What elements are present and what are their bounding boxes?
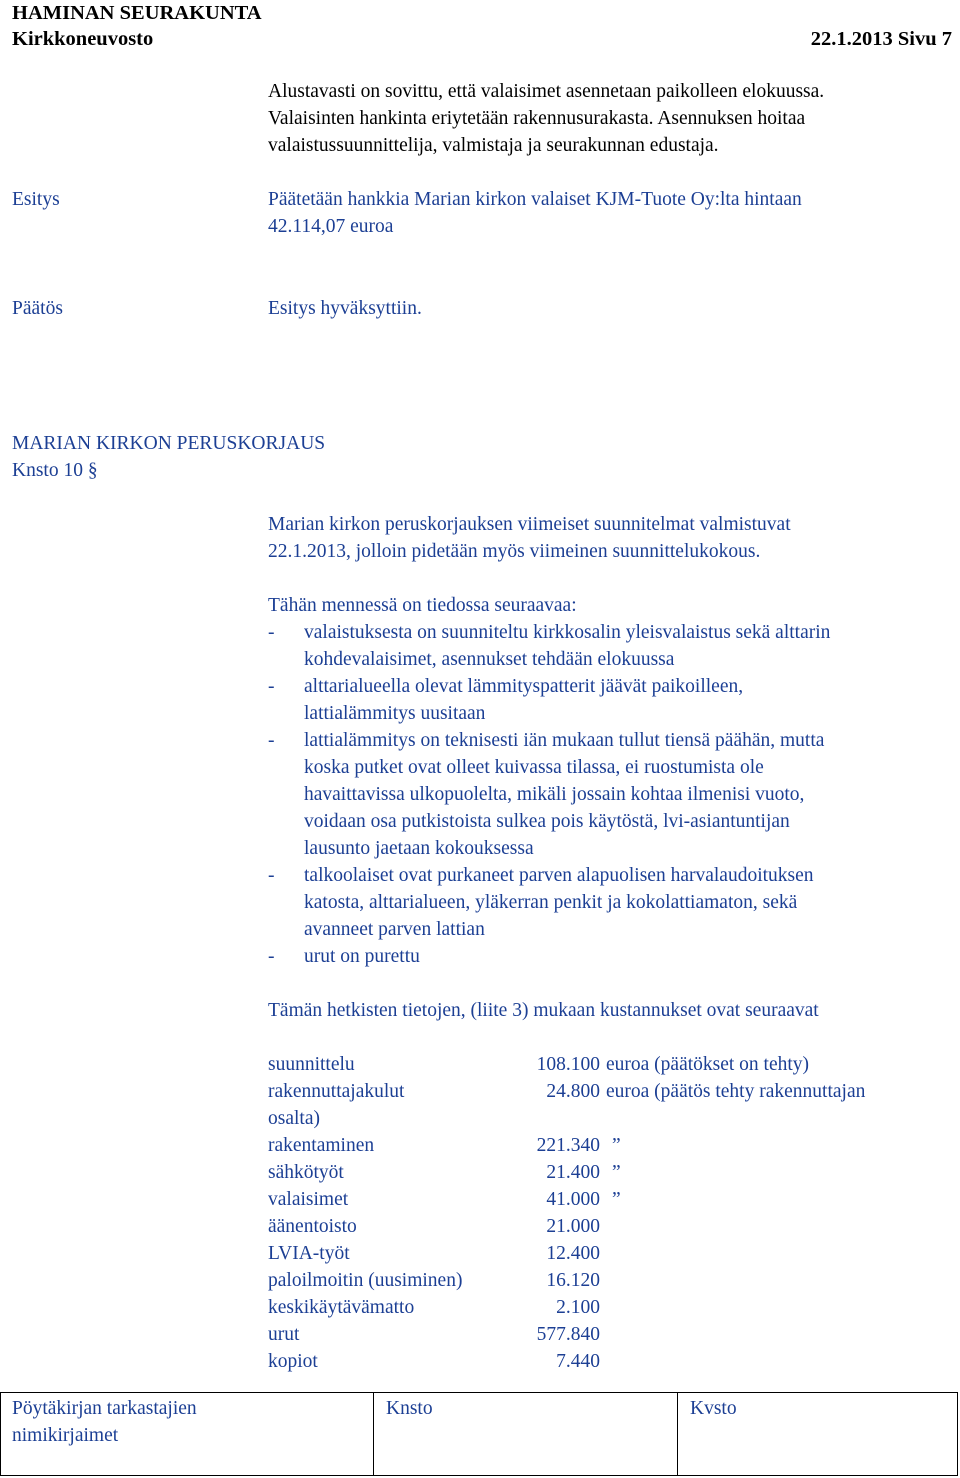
cost-value: 24.800 (546, 1081, 600, 1102)
list-line: avanneet parven lattian (304, 919, 485, 940)
cost-label: sähkötyöt (268, 1162, 344, 1183)
cost-label: osalta) (268, 1108, 320, 1129)
cost-label: kopiot (268, 1351, 318, 1372)
footer-knsto: Knsto (386, 1398, 433, 1419)
footer-label: nimikirjaimet (12, 1425, 119, 1446)
cost-note: ” (612, 1189, 621, 1210)
list-line: urut on purettu (304, 946, 420, 967)
cost-value: 21.400 (546, 1162, 600, 1183)
list-line: havaittavissa ulkopuolelta, mikäli jossain kohtaa ilmenisi vuoto, (304, 784, 805, 805)
list-dash: - (268, 676, 275, 697)
cost-value: 21.000 (546, 1216, 600, 1237)
paatos-text: Esitys hyväksyttiin. (268, 298, 422, 319)
intro-line: valaistussuunnittelija, valmistaja ja seurakunnan edustaja. (268, 135, 719, 156)
list-line: lattialämmitys on teknisesti iän mukaan tullut tiensä päähän, mutta (304, 730, 825, 751)
list-dash: - (268, 865, 275, 886)
cost-value: 577.840 (536, 1324, 600, 1345)
costs-intro: Tämän hetkisten tietojen, (liite 3) mukaan kustannukset ovat seuraavat (268, 1000, 819, 1021)
list-line: talkoolaiset ovat purkaneet parven alapuolisen harvalaudoituksen (304, 865, 814, 886)
list-line: katosta, alttarialueen, yläkerran penkit ja kokolattiamaton, sekä (304, 892, 798, 913)
cost-label: valaisimet (268, 1189, 349, 1210)
cost-note: euroa (päätös tehty rakennuttajan (606, 1081, 866, 1102)
cost-note: ” (612, 1135, 621, 1156)
section-number: Knsto 10 § (12, 460, 98, 481)
list-line: koska putket ovat olleet kuivassa tilassa, ei ruostumista ole (304, 757, 764, 778)
esitys-label: Esitys (12, 189, 60, 210)
footer-kvsto: Kvsto (690, 1398, 737, 1419)
meeting-body: Kirkkoneuvosto (12, 28, 154, 50)
cost-value: 7.440 (556, 1351, 600, 1372)
paragraph-line: Marian kirkon peruskorjauksen viimeiset suunnitelmat valmistuvat (268, 514, 791, 535)
section-title: MARIAN KIRKON PERUSKORJAUS (12, 433, 326, 454)
esitys-line: 42.114,07 euroa (268, 216, 394, 237)
cost-value: 108.100 (536, 1054, 600, 1075)
cost-note: euroa (päätökset on tehty) (606, 1054, 810, 1075)
paragraph-line: 22.1.2013, jolloin pidetään myös viimeinen suunnittelukokous. (268, 541, 761, 562)
esitys-line: Päätetään hankkia Marian kirkon valaiset KJM-Tuote Oy:lta hintaan (268, 189, 802, 210)
cost-value: 41.000 (546, 1189, 600, 1210)
list-line: lausunto jaetaan kokouksessa (304, 838, 534, 859)
cost-value: 12.400 (546, 1243, 600, 1264)
list-intro: Tähän mennessä on tiedossa seuraavaa: (268, 595, 577, 616)
cost-label: suunnittelu (268, 1054, 355, 1075)
footer-label: Pöytäkirjan tarkastajien (12, 1398, 197, 1419)
cost-label: rakentaminen (268, 1135, 375, 1156)
list-line: valaistuksesta on suunniteltu kirkkosalin yleisvalaistus sekä alttarin (304, 622, 831, 643)
cost-label: LVIA-työt (268, 1243, 350, 1264)
list-line: kohdevalaisimet, asennukset tehdään elokuussa (304, 649, 675, 670)
paatos-label: Päätös (12, 298, 63, 319)
cost-note: ” (612, 1162, 621, 1183)
cost-label: äänentoisto (268, 1216, 357, 1237)
cost-label: paloilmoitin (uusiminen) (268, 1270, 463, 1291)
cost-value: 221.340 (536, 1135, 600, 1156)
intro-line: Valaisinten hankinta eriytetään rakennusurakasta. Asennuksen hoitaa (268, 108, 806, 129)
cost-value: 16.120 (546, 1270, 600, 1291)
list-dash: - (268, 730, 275, 751)
organization-name: HAMINAN SEURAKUNTA (12, 2, 262, 24)
list-dash: - (268, 622, 275, 643)
list-dash: - (268, 946, 275, 967)
footer-divider (677, 1393, 678, 1475)
cost-label: rakennuttajakulut (268, 1081, 405, 1102)
list-line: voidaan osa putkistoista sulkea pois käytöstä, lvi-asiantuntijan (304, 811, 790, 832)
cost-value: 2.100 (556, 1297, 600, 1318)
list-line: lattialämmitys uusitaan (304, 703, 486, 724)
footer-divider (373, 1393, 374, 1475)
date-and-page: 22.1.2013 Sivu 7 (810, 28, 952, 50)
cost-label: urut (268, 1324, 300, 1345)
intro-line: Alustavasti on sovittu, että valaisimet asennetaan paikolleen elokuussa. (268, 81, 825, 102)
cost-label: keskikäytävämatto (268, 1297, 415, 1318)
list-line: alttarialueella olevat lämmityspatterit jäävät paikoilleen, (304, 676, 744, 697)
